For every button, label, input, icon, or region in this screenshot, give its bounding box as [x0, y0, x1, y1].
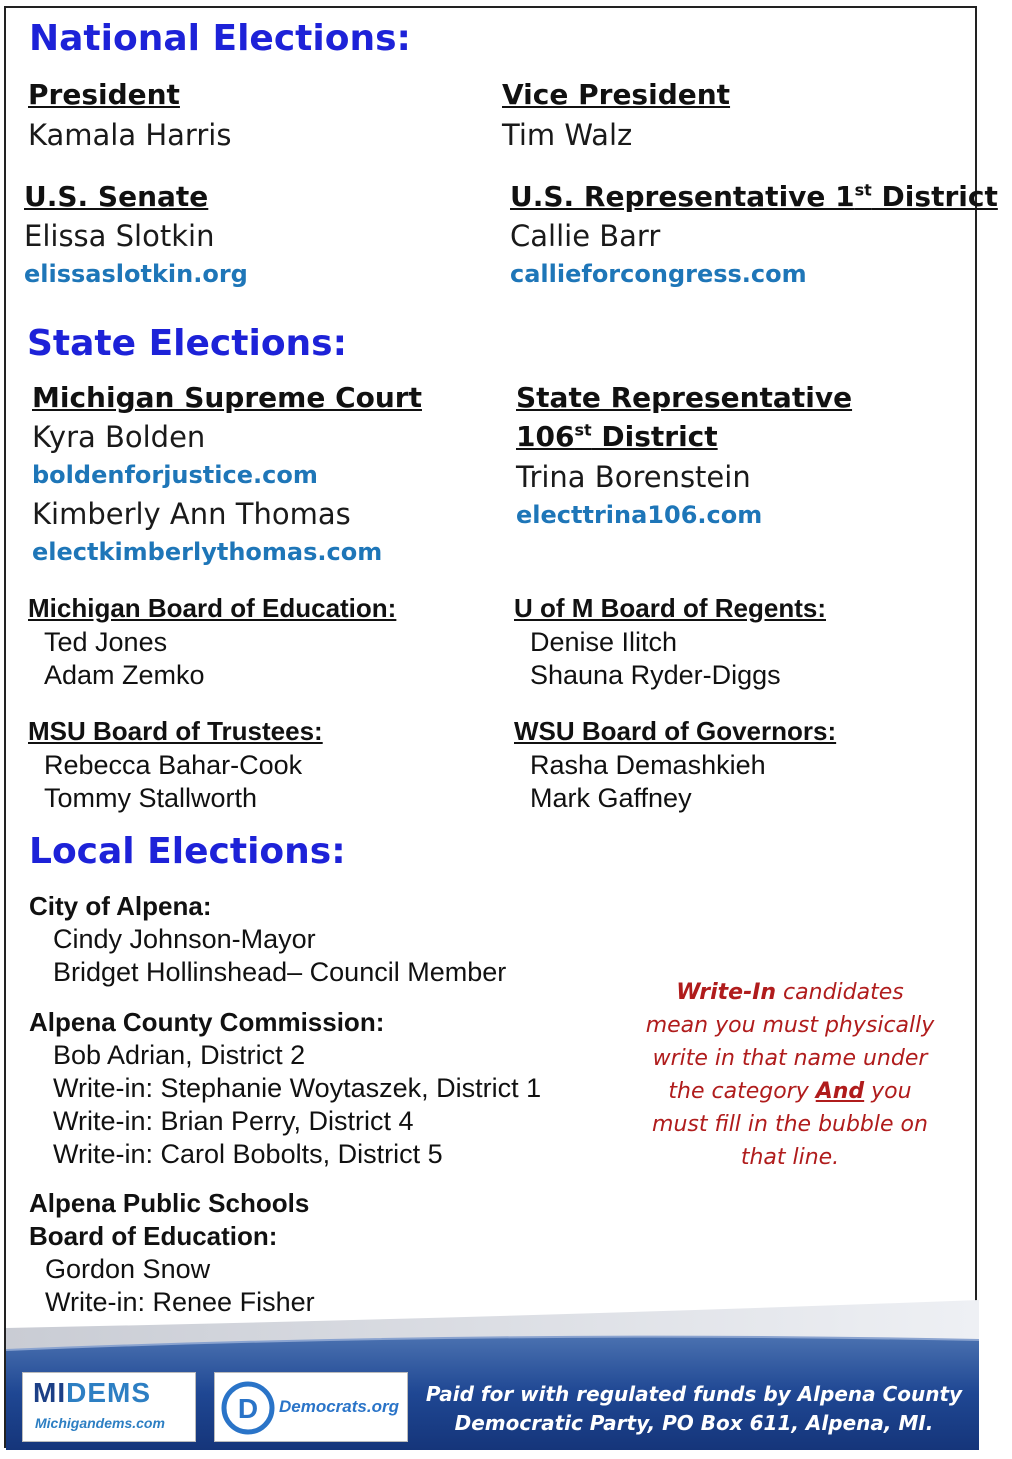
vice-president-office: Vice President [502, 78, 731, 111]
state-rep-office-sup: st [574, 420, 592, 440]
local-office: City of Alpena: [29, 891, 212, 921]
state-heading: State Elections: [27, 323, 348, 364]
board-candidate: Rasha Demashkieh [530, 750, 766, 780]
board-candidate: Denise Ilitch [530, 627, 678, 657]
local-candidate: Write-in: Stephanie Woytaszek, District 1 [53, 1073, 542, 1103]
democratic-d-icon [221, 1381, 275, 1435]
local-candidate: Bob Adrian, District 2 [53, 1040, 306, 1070]
local-county [29, 1006, 541, 1171]
local-candidate: Cindy Johnson-Mayor [53, 924, 316, 954]
local-office-line1: Alpena Public Schools [29, 1188, 310, 1218]
board-candidate: Shauna Ryder-Diggs [530, 660, 781, 690]
paid-line-1: Paid for with regulated funds by Alpena County [425, 1382, 963, 1406]
paid-for-disclaimer [416, 1380, 972, 1438]
supreme-court-url-2[interactable]: electkimberlythomas.com [32, 538, 383, 566]
democrats-org-logo[interactable] [214, 1372, 408, 1442]
midems-mi: MI [33, 1377, 67, 1408]
us-rep-office-sup: st [854, 180, 872, 200]
note-line-1 [606, 976, 974, 1009]
supreme-court-office: Michigan Supreme Court [32, 381, 422, 414]
board-candidate: Adam Zemko [44, 660, 205, 690]
board-candidate: Ted Jones [44, 627, 168, 657]
state-rep-candidate: Trina Borenstein [516, 460, 751, 494]
us-rep-candidate: Callie Barr [510, 219, 661, 253]
state-rep-office-line2 [516, 420, 718, 453]
note-line-5: must fill in the bubble on [652, 1112, 928, 1137]
dems-site: Democrats.org [279, 1397, 399, 1416]
board-office: MSU Board of Trustees: [28, 716, 323, 746]
local-heading: Local Elections: [29, 831, 346, 872]
local-candidate: Write-in: Renee Fisher [45, 1287, 315, 1317]
local-city [29, 890, 506, 989]
board-candidate: Tommy Stallworth [44, 783, 258, 813]
note-and-emphasis: And [815, 1079, 865, 1104]
midems-dems: DEMS [66, 1377, 152, 1408]
midems-site: Michigandems.com [35, 1415, 165, 1431]
write-in-note [606, 976, 974, 1174]
paid-line-2: Democratic Party, PO Box 611, Alpena, MI. [454, 1411, 934, 1435]
d-mark: D [237, 1393, 259, 1424]
midems-wordmark [33, 1377, 151, 1409]
local-candidate: Write-in: Carol Bobolts, District 5 [53, 1139, 443, 1169]
senate-office: U.S. Senate [24, 180, 209, 213]
local-office: Alpena County Commission: [29, 1007, 385, 1037]
us-rep-office-prefix: U.S. Representative 1 [510, 180, 855, 213]
note-line-4 [606, 1075, 974, 1108]
vice-president-candidate: Tim Walz [502, 118, 633, 152]
board-candidate: Rebecca Bahar-Cook [44, 750, 303, 780]
local-schools [29, 1187, 315, 1319]
board-candidate: Mark Gaffney [530, 783, 692, 813]
board-wsu-governors [514, 716, 836, 815]
board-office: U of M Board of Regents: [514, 593, 826, 623]
local-office-line2: Board of Education: [29, 1221, 278, 1251]
note-line-2: mean you must physically [645, 1013, 935, 1038]
us-rep-url[interactable]: callieforcongress.com [510, 260, 807, 288]
local-candidate: Bridget Hollinshead– Council Member [53, 957, 507, 987]
president-office: President [28, 78, 180, 111]
board-office: Michigan Board of Education: [28, 593, 397, 623]
president-candidate: Kamala Harris [28, 118, 232, 152]
supreme-court-url-1[interactable]: boldenforjustice.com [32, 461, 318, 489]
supreme-court-candidate-2: Kimberly Ann Thomas [32, 497, 351, 531]
senate-url[interactable]: elissaslotkin.org [24, 260, 248, 288]
michigan-dems-logo[interactable] [22, 1372, 196, 1442]
board-um-regents [514, 593, 826, 692]
note-line-6: that line. [740, 1145, 840, 1170]
state-rep-office-suffix: District [591, 420, 718, 453]
board-mi-education [28, 593, 396, 692]
note-line-1-rest: candidates [776, 980, 904, 1005]
note-line-3: write in that name under [652, 1046, 928, 1071]
board-msu-trustees [28, 716, 323, 815]
national-heading: National Elections: [29, 18, 411, 59]
local-candidate: Write-in: Brian Perry, District 4 [53, 1106, 414, 1136]
note-write-in-emphasis: Write-In [676, 980, 777, 1005]
ballot-flyer [4, 6, 998, 1448]
state-rep-office-line1: State Representative [516, 381, 853, 414]
senate-candidate: Elissa Slotkin [24, 219, 215, 253]
state-rep-office-num: 106 [516, 420, 575, 453]
board-office: WSU Board of Governors: [514, 716, 837, 746]
supreme-court-candidate-1: Kyra Bolden [32, 420, 206, 454]
note-line-4-post: you [864, 1079, 912, 1104]
us-rep-office-suffix: District [871, 180, 998, 213]
note-line-4-pre: the category [668, 1079, 816, 1104]
us-rep-office [510, 180, 998, 213]
state-rep-url[interactable]: electtrina106.com [516, 501, 763, 529]
local-candidate: Gordon Snow [45, 1254, 211, 1284]
